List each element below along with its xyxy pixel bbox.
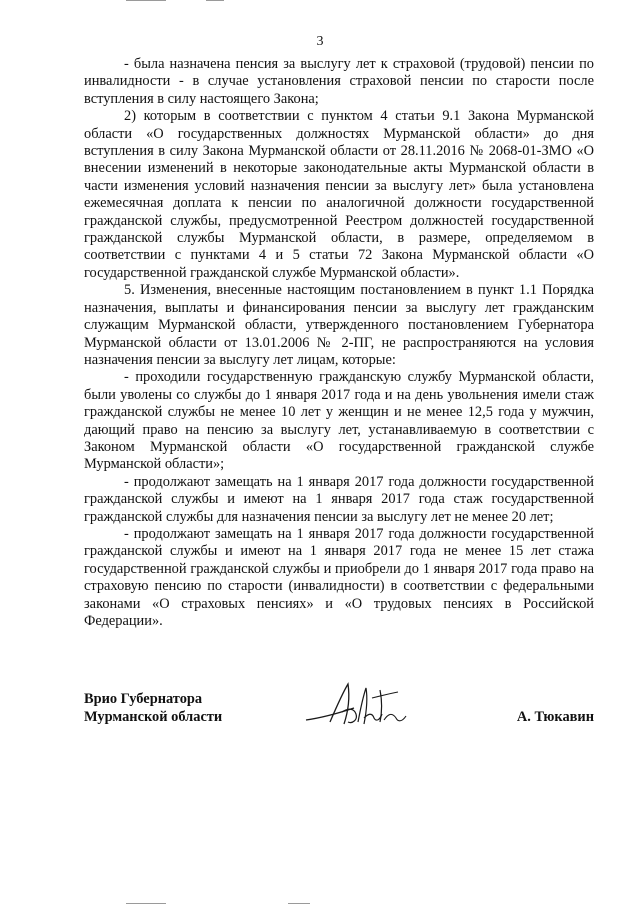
document-body: [84, 56, 594, 630]
handwritten-signature: [302, 678, 412, 738]
scan-mark-top-left: [126, 0, 166, 1]
signature-block: [84, 690, 594, 750]
signatory-name: А. Тюкавин: [516, 709, 594, 725]
paragraph-dismissed-before-2017: - проходили государственную гражданскую службу Мурманской области, были уволены со службы до 1 января 2017 года и на день увольнения имели стаж гражданской службы не менее 10 лет у женщин и не менее 12,5 года у мужчин, дающий право на пенсию за выслугу лет, устанавливаемую в соответствии с Законом Мурманской области «О государственной гражданской службе Мурманской области»;: [84, 369, 594, 473]
paragraph-clause-5: 5. Изменения, внесенные настоящим постановлением в пункт 1.1 Порядка назначения, выплаты и финансирования пенсии за выслугу лет гражданским служащим Мурманской области, утвержденного постановлением Губернатора Мурманской области от 13.01.2006 № 2-ПГ, не распространяются на условия назначения пенсии за выслугу лет лицам, которые:: [84, 282, 594, 368]
paragraph-item-2: 2) которым в соответствии с пунктом 4 статьи 9.1 Закона Мурманской области «О государственных должностях Мурманской области» до дня вступления в силу Закона Мурманской области от 28.11.2016 № 2068-01-ЗМО «О внесении изменений в некоторые законодательные акты Мурманской области в части изменения условий назначения пенсии за выслугу лет» была установлена ежемесячная доплата к пенсии по аналогичной должности государственной гражданской службы, предусмотренной Реестром должностей государственной гражданской службы Мурманской области, в размере, определяемом в соответствии с пунктами 4 и 5 статьи 72 Закона Мурманской области «О государственной гражданской службе Мурманской области».: [84, 108, 594, 281]
page-number: 3: [316, 34, 324, 49]
signatory-title-line2: Мурманской области: [84, 709, 223, 725]
paragraph-pension-disability: - была назначена пенсия за выслугу лет к страховой (трудовой) пенсии по инвалидности - в случае установления страховой пенсии по старости после вступления в силу настоящего Закона;: [84, 56, 594, 107]
signatory-title: [84, 690, 222, 726]
scan-mark-bottom-left: [126, 903, 166, 904]
paragraph-20-years-service: - продолжают замещать на 1 января 2017 года должности государственной гражданской службы и имеют на 1 января 2017 года стаж государственной гражданской службы для назначения пенсии за выслугу лет не менее 20 лет;: [84, 473, 594, 525]
signatory-title-line1: Врио Губернатора: [84, 691, 203, 707]
paragraph-15-years-service: - продолжают замещать на 1 января 2017 года должности государственной гражданской службы и имеют на 1 января 2017 года не менее 15 лет стажа государственной гражданской службы и приобрели до 1 января 2017 года право на страховую пенсию по старости (инвалидности) в соответствии с федеральными законами «О страховых пенсиях» и «О трудовых пенсиях в Российской Федерации».: [84, 525, 594, 629]
scan-mark-bottom-right: [288, 903, 310, 904]
scan-mark-top-right: [206, 0, 224, 1]
